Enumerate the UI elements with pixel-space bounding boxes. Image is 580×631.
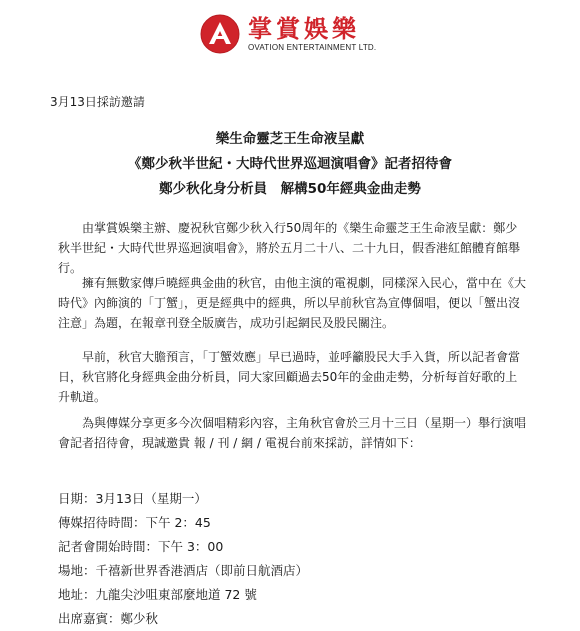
title-line-1: 樂生命靈芝王生命液呈獻 bbox=[215, 131, 365, 147]
detail-address: 地址：九龍尖沙咀東部麼地道 72 號 bbox=[58, 587, 257, 602]
logo-name: 掌賞娛樂 bbox=[248, 15, 360, 43]
logo-subtitle: OVATION ENTERTAINMENT LTD. bbox=[248, 43, 377, 52]
paragraph-1: 由掌賞娛樂主辦、慶祝秋官鄭少秋入行50周年的《樂生命靈芝王生命液呈獻：鄭少秋半世紀・大時代世界巡迴演唱會》，將於五月二十八、二十九日，假香港紅館體育館舉行。 bbox=[58, 221, 521, 275]
paragraph-2: 擁有無數家傳戶曉經典金曲的秋官，由他主演的電視劇，同樣深入民心，當中在《大時代》內飾演的「丁蟹」，更是經典中的經典，所以早前秋官為宣傳個唱，便以「蟹出沒注意」為題，在報章刊登全版廣告，成功引起網民及股民關注。 bbox=[58, 276, 527, 330]
paragraph-4: 為與傳媒分享更多今次個唱精彩內容，主角秋官會於三月十三日（星期一）舉行演唱會記者招待會，現誠邀貴 報 / 刊 / 網 / 電視台前來採訪，詳情如下： bbox=[58, 416, 527, 450]
ovation-logo-icon bbox=[200, 14, 240, 54]
title-line-3: 鄭少秋化身分析員 解構50年經典金曲走勢 bbox=[159, 181, 421, 197]
company-logo bbox=[200, 14, 376, 54]
date-line: 3月13日採訪邀請 bbox=[50, 95, 145, 109]
detail-start-time: 記者會開始時間：下午 3：00 bbox=[58, 539, 224, 554]
paragraph-3: 早前，秋官大膽預言，「丁蟹效應」早已過時，並呼籲股民大手入貨，所以記者會當日，秋官將化身經典金曲分析員，同大家回顧過去50年的金曲走勢，分析每首好歌的上升軌道。 bbox=[58, 350, 521, 404]
detail-guest: 出席嘉賓：鄭少秋 bbox=[58, 611, 159, 626]
event-details bbox=[58, 487, 308, 631]
title-block bbox=[0, 127, 580, 202]
detail-date: 日期：3月13日（星期一） bbox=[58, 491, 207, 506]
title-line-2: 《鄭少秋半世紀・大時代世界巡迴演唱會》記者招待會 bbox=[128, 156, 452, 172]
detail-venue: 場地：千禧新世界香港酒店（即前日航酒店） bbox=[58, 563, 309, 578]
detail-media-time: 傳媒招待時間：下午 2：45 bbox=[58, 515, 211, 530]
